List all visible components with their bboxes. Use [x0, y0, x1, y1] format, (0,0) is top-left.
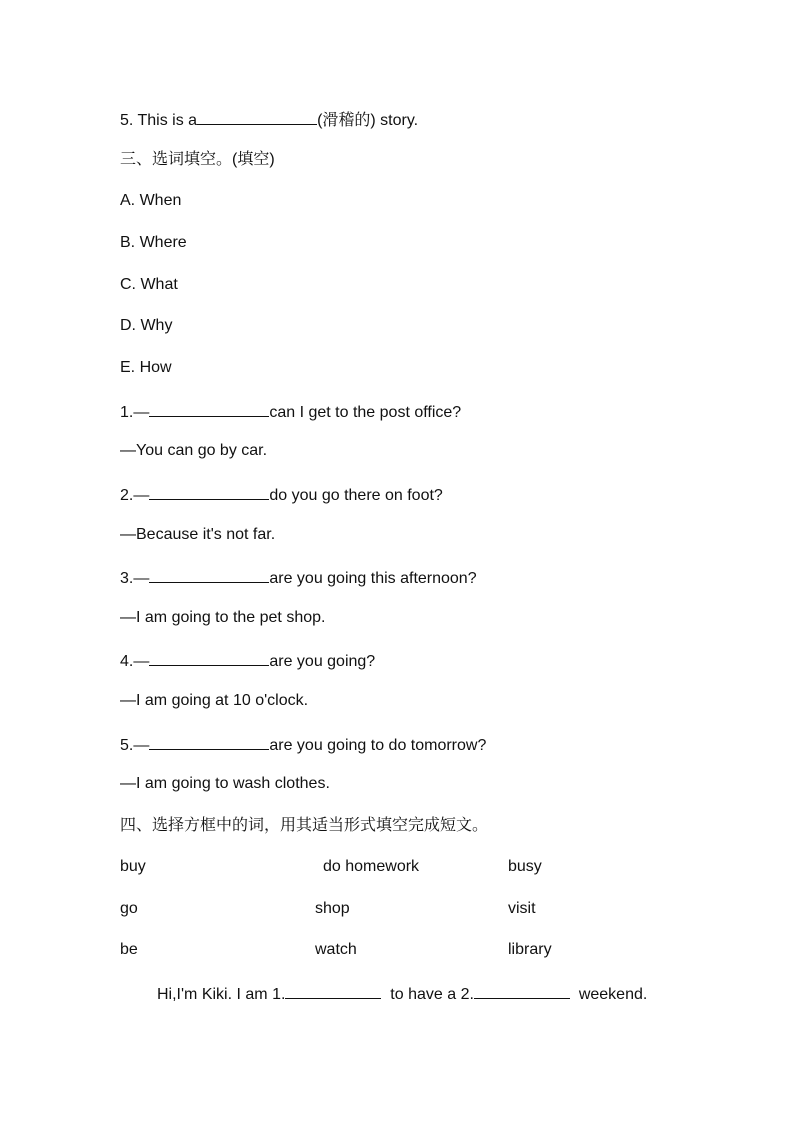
passage-blank-1[interactable]	[285, 982, 381, 999]
answer-3: —I am going to the pet shop.	[120, 609, 326, 626]
answer-2: —Because it's not far.	[120, 526, 276, 543]
answer-blank[interactable]	[149, 400, 269, 417]
answer-blank[interactable]	[149, 733, 269, 750]
section-3-heading: 三、选词填空。(填空)	[120, 151, 275, 168]
question-2: 2.— do you go there on foot?	[120, 483, 443, 506]
question-1: 1.— can I get to the post office?	[120, 400, 461, 423]
section-4-heading: 四、选择方框中的词，用其适当形式填空完成短文。	[120, 817, 489, 834]
answer-blank[interactable]	[149, 483, 269, 500]
option-b: B. Where	[120, 234, 187, 251]
word-box-item: library	[508, 941, 552, 958]
word-box-item: do homework	[323, 858, 420, 875]
answer-blank[interactable]	[197, 108, 317, 125]
word-box-item: be	[120, 941, 138, 958]
word-box-item: watch	[315, 941, 357, 958]
word-box-item: visit	[508, 900, 536, 917]
passage-blank-2[interactable]	[474, 982, 570, 999]
option-e: E. How	[120, 359, 172, 376]
option-c: C. What	[120, 276, 178, 293]
question-3: 3.— are you going this afternoon?	[120, 566, 477, 589]
answer-4: —I am going at 10 o'clock.	[120, 692, 309, 709]
word-box-item: go	[120, 900, 138, 917]
passage-line-1: Hi,I'm Kiki. I am 1. to have a 2. weekend.	[157, 982, 647, 1005]
option-d: D. Why	[120, 317, 173, 334]
answer-5: —I am going to wash clothes.	[120, 775, 330, 792]
question-4: 4.— are you going?	[120, 649, 375, 672]
question-5: 5.— are you going to do tomorrow?	[120, 733, 486, 756]
word-box-item: buy	[120, 858, 146, 875]
answer-blank[interactable]	[149, 649, 269, 666]
option-a: A. When	[120, 192, 182, 209]
answer-1: —You can go by car.	[120, 442, 268, 459]
answer-blank[interactable]	[149, 566, 269, 583]
word-box-item: shop	[315, 900, 350, 917]
fill-blank-q5: 5. This is a (滑稽的) story.	[120, 108, 418, 131]
word-box-item: busy	[508, 858, 542, 875]
